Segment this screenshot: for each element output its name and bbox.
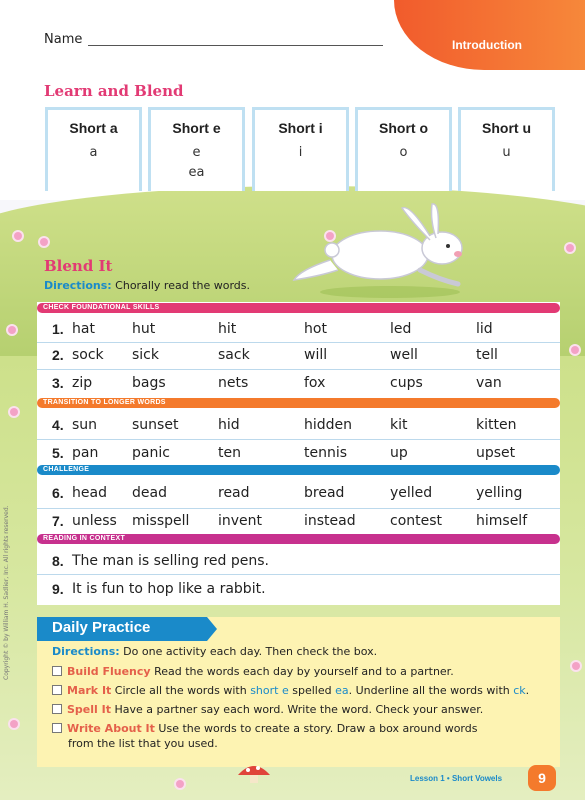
word: hid (218, 417, 240, 433)
activity-text: Read the words each day by yourself and to a partner. (154, 665, 454, 678)
row-number: 7. (52, 513, 64, 529)
word: lid (476, 321, 493, 337)
flower-icon (10, 408, 18, 416)
row-number: 9. (52, 581, 64, 597)
vowel-card-short-e (148, 107, 245, 191)
section-band-longer-words (37, 398, 560, 408)
daily-practice-directions (52, 645, 377, 658)
checkbox-build-fluency[interactable] (52, 666, 62, 676)
checkbox-write-about-it[interactable] (52, 723, 62, 733)
word: sunset (132, 417, 179, 433)
activity-text: . (525, 684, 530, 697)
word: contest (390, 513, 443, 529)
activity-text: Have a partner say each word. Write the word. Check your answer. (114, 703, 484, 716)
section-band-label: CHALLENGE (43, 466, 90, 473)
word: zip (72, 375, 93, 391)
word-row-1 (52, 321, 552, 345)
sentence-row-9 (52, 581, 552, 605)
word-row-4 (52, 417, 552, 441)
activity-label: Mark It (67, 684, 112, 697)
section-band-label: TRANSITION TO LONGER WORDS (43, 399, 166, 406)
word: well (390, 347, 418, 363)
daily-practice-title: Daily Practice (52, 619, 151, 636)
activity-write-about-it (52, 722, 477, 735)
word: hot (304, 321, 327, 337)
word: van (476, 375, 502, 391)
word: fox (304, 375, 326, 391)
blend-it-directions (44, 279, 250, 292)
word: instead (304, 513, 356, 529)
sentence-text: The man is selling red pens. (72, 553, 269, 569)
vowel-card-short-i (252, 107, 349, 191)
activity-spell-it (52, 703, 483, 716)
lesson-label: Lesson 1 (410, 774, 445, 783)
vowel-cards (45, 107, 555, 191)
activity-mark-it (52, 684, 529, 697)
word: hat (72, 321, 95, 337)
card-title: Short u (482, 120, 531, 136)
running-rabbit-illustration (290, 200, 490, 300)
word: hit (218, 321, 237, 337)
word: read (218, 485, 250, 501)
activity-text: Circle all the words with (114, 684, 247, 697)
card-title: Short a (69, 120, 118, 136)
section-band-label: READING IN CONTEXT (43, 535, 126, 542)
card-title: Short i (278, 120, 323, 136)
name-label: Name (44, 32, 83, 47)
word: ten (218, 445, 241, 461)
vowel-card-short-u (458, 107, 555, 191)
row-number: 3. (52, 375, 64, 391)
word: kitten (476, 417, 517, 433)
word: yelling (476, 485, 523, 501)
word-row-3 (52, 375, 552, 399)
card-spelling: a (89, 145, 98, 160)
word: hut (132, 321, 156, 337)
footer-lesson-info (410, 774, 502, 783)
activity-text: spelled (292, 684, 332, 697)
mushroom-icon (236, 761, 272, 783)
card-title: Short e (172, 120, 221, 136)
page-number: 9 (528, 765, 556, 791)
blend-it-title: Blend It (44, 257, 113, 275)
word: cups (390, 375, 423, 391)
activity-label: Spell It (67, 703, 111, 716)
activity-build-fluency (52, 665, 454, 678)
activity-text: . Underline all the words with (348, 684, 510, 697)
vowel-card-short-a (45, 107, 142, 191)
word-row-5 (52, 445, 552, 469)
card-spelling: u (502, 145, 511, 160)
section-band-label: CHECK FOUNDATIONAL SKILLS (43, 304, 160, 311)
checkbox-mark-it[interactable] (52, 685, 62, 695)
row-number: 6. (52, 485, 64, 501)
copyright-notice: Copyright © by William H. Sadlier, Inc. All rights reserved. (3, 505, 10, 680)
word: himself (476, 513, 528, 529)
sentence-text: It is fun to hop like a rabbit. (72, 581, 266, 597)
flower-icon (14, 232, 22, 240)
word: sock (72, 347, 104, 363)
flower-icon (176, 780, 184, 788)
word: dead (132, 485, 167, 501)
word: sack (218, 347, 250, 363)
directions-text: Chorally read the words. (115, 279, 251, 292)
card-spelling: i (298, 145, 303, 160)
activity-label: Write About It (67, 722, 155, 735)
word: panic (132, 445, 170, 461)
word-row-2 (52, 347, 552, 371)
row-number: 5. (52, 445, 64, 461)
word: head (72, 485, 107, 501)
learn-and-blend-title: Learn and Blend (44, 82, 184, 100)
directions-label: Directions: (52, 645, 120, 658)
row-number: 1. (52, 321, 64, 337)
directions-text: Do one activity each day. Then check the box. (123, 645, 378, 658)
word-row-6 (52, 485, 552, 509)
footer-bullet: • (446, 774, 450, 783)
vowel-card-short-o (355, 107, 452, 191)
highlight-ck: ck (513, 684, 526, 697)
word: sick (132, 347, 159, 363)
word: kit (390, 417, 408, 433)
word: bags (132, 375, 166, 391)
lesson-topic: Short Vowels (451, 774, 503, 783)
word: nets (218, 375, 249, 391)
word: yelled (390, 485, 433, 501)
word-row-7 (52, 513, 552, 537)
row-number: 4. (52, 417, 64, 433)
word: will (304, 347, 328, 363)
flower-icon (572, 662, 580, 670)
word: up (390, 445, 408, 461)
activity-write-about-it-continued: from the list that you used. (68, 737, 218, 750)
activity-text: Use the words to create a story. Draw a box around words (158, 722, 478, 735)
flower-icon (566, 244, 574, 252)
word: tell (476, 347, 498, 363)
word: pan (72, 445, 99, 461)
card-spelling: e (192, 145, 201, 160)
word: hidden (304, 417, 353, 433)
name-write-line[interactable] (88, 45, 383, 46)
checkbox-spell-it[interactable] (52, 704, 62, 714)
flower-icon (10, 720, 18, 728)
highlight-short-e: short e (250, 684, 289, 697)
word: sun (72, 417, 98, 433)
sentence-row-8 (52, 553, 552, 577)
word: invent (218, 513, 263, 529)
card-title: Short o (379, 120, 428, 136)
row-number: 2. (52, 347, 64, 363)
row-number: 8. (52, 553, 64, 569)
word: upset (476, 445, 516, 461)
card-spelling: ea (188, 165, 205, 180)
highlight-ea: ea (335, 684, 349, 697)
section-band-foundational (37, 303, 560, 313)
word: unless (72, 513, 117, 529)
directions-label: Directions: (44, 279, 112, 292)
word: led (390, 321, 412, 337)
activity-label: Build Fluency (67, 665, 151, 678)
flower-icon (571, 346, 579, 354)
introduction-label: Introduction (452, 38, 522, 52)
word: tennis (304, 445, 348, 461)
flower-icon (8, 326, 16, 334)
word: misspell (132, 513, 190, 529)
flower-icon (40, 238, 48, 246)
card-spelling: o (399, 145, 408, 160)
word: bread (304, 485, 345, 501)
